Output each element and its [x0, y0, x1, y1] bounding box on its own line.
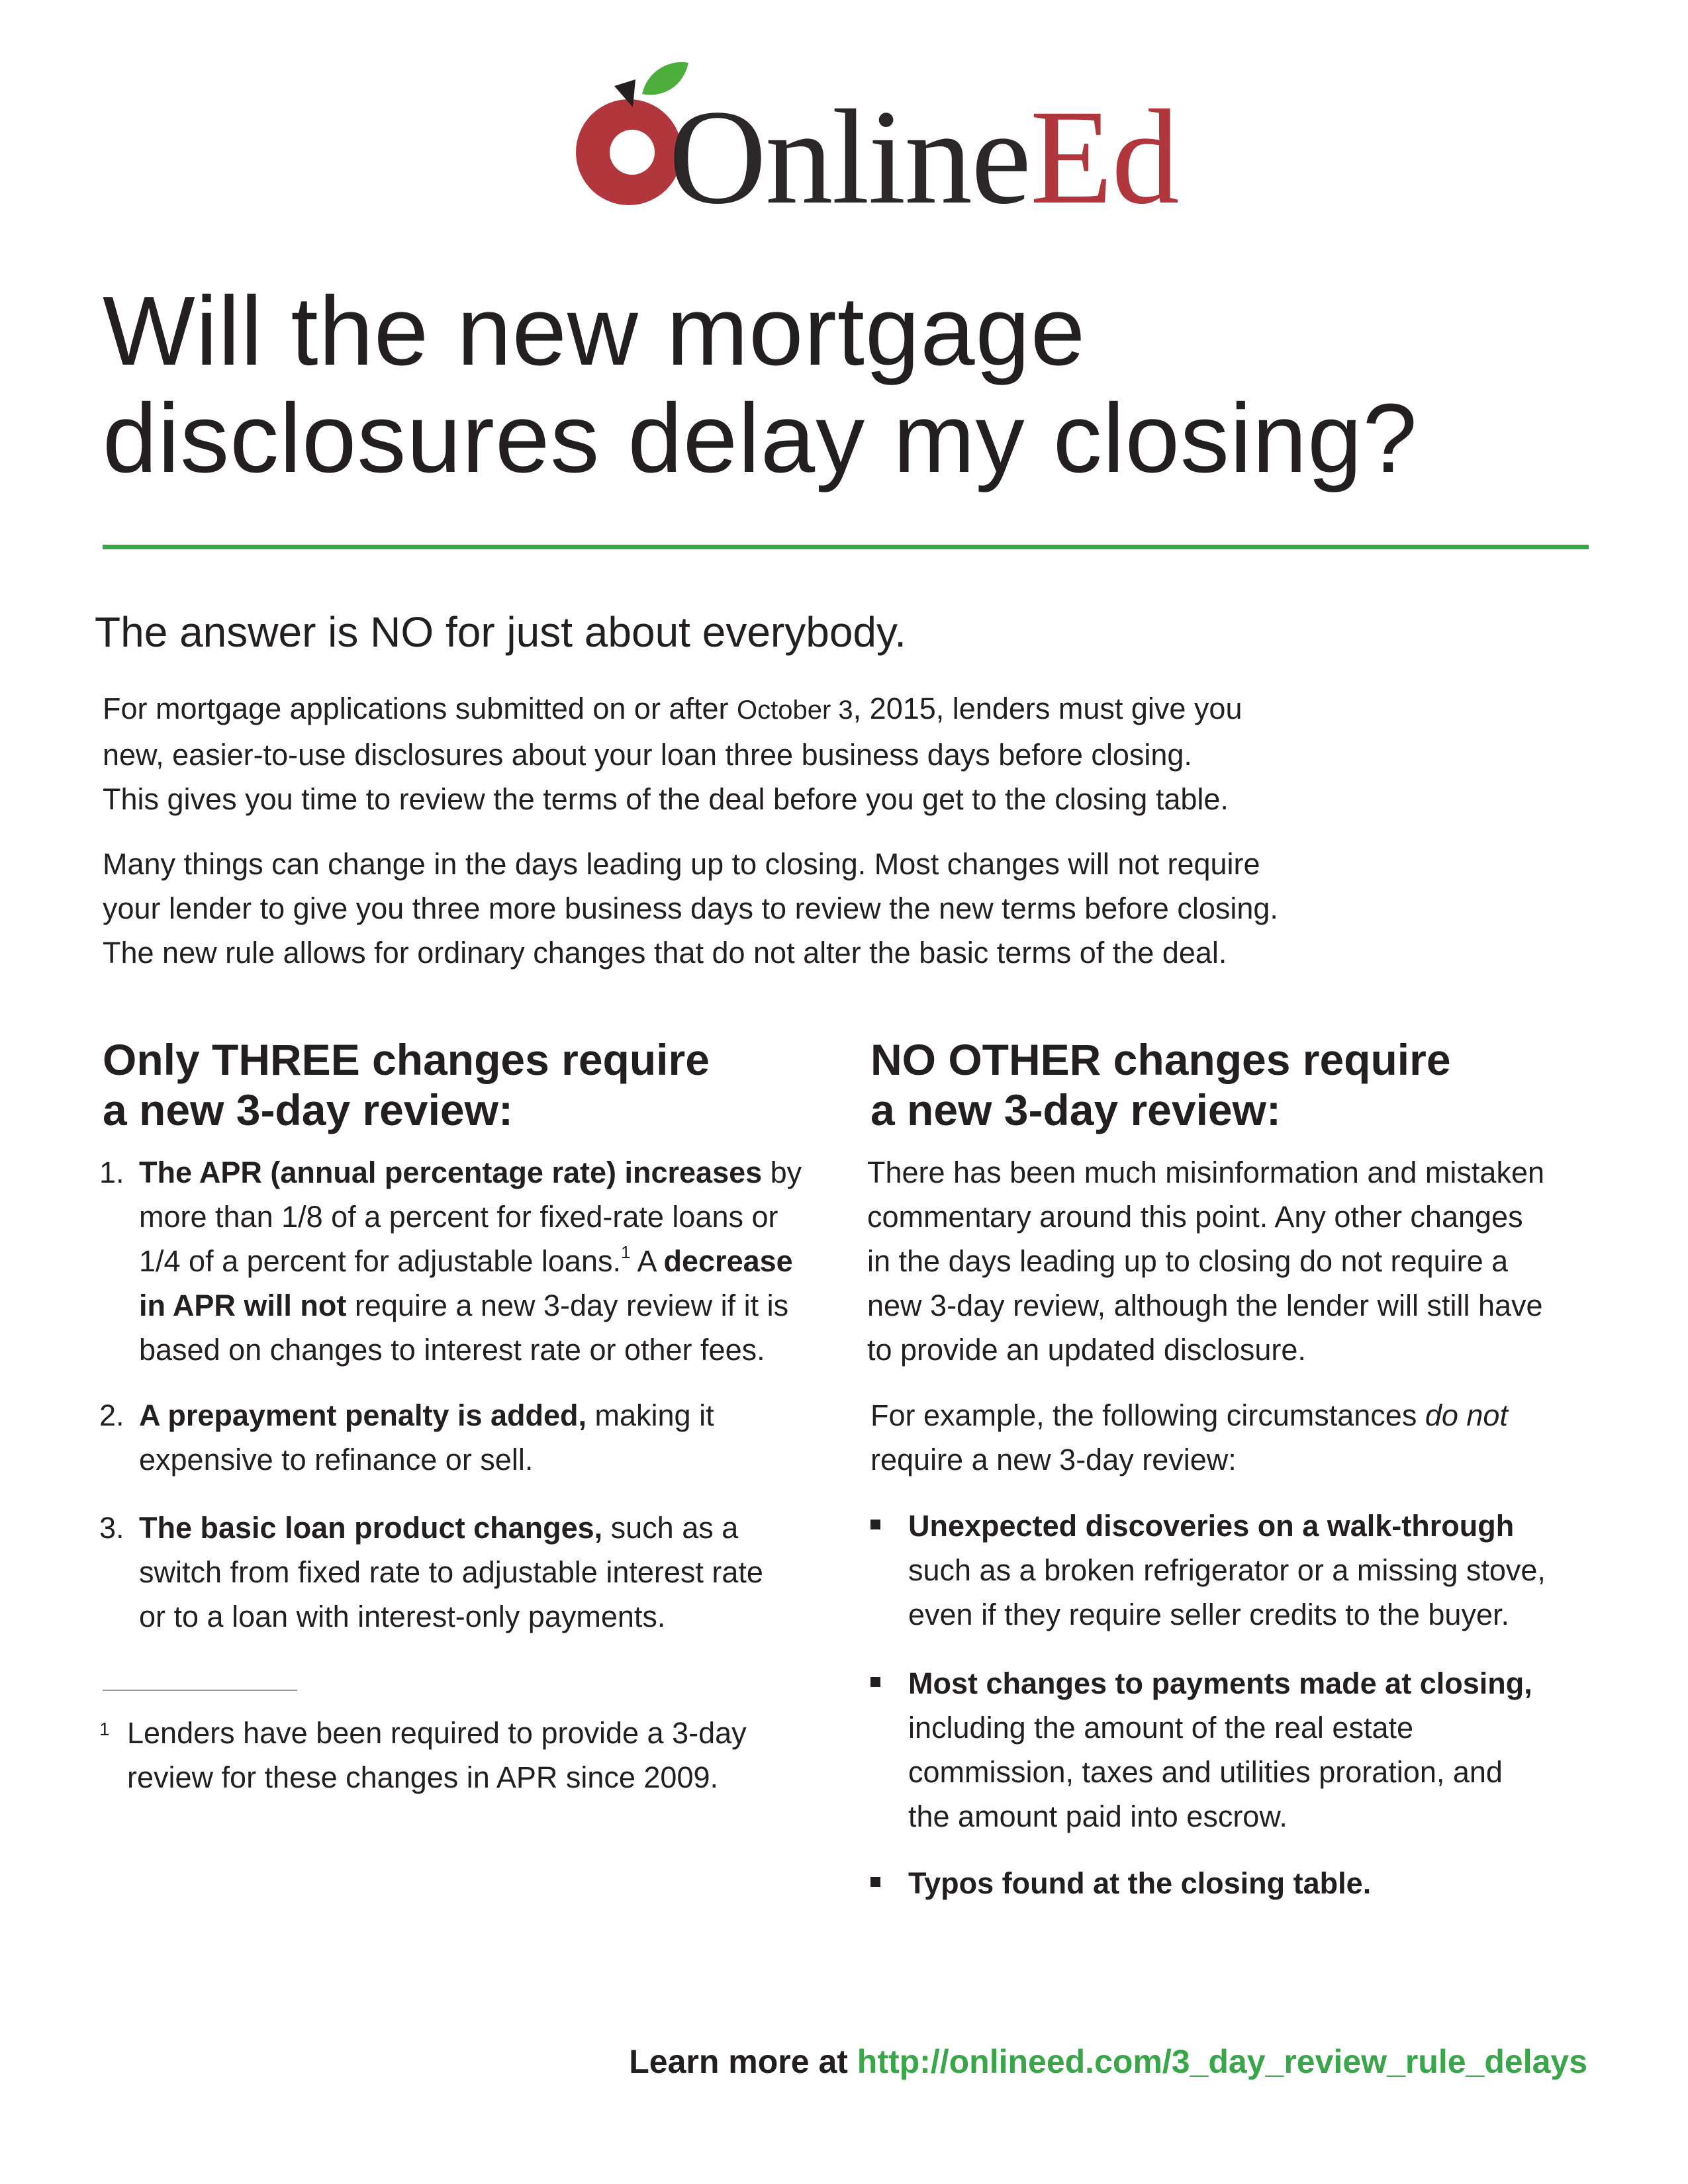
- item1-bold: The APR (annual percentage rate) increases: [139, 1156, 763, 1189]
- bullet1-line3: even if they require seller credits to the buyer.: [908, 1598, 1509, 1631]
- right-p1-line3: in the days leading up to closing do not require a: [867, 1244, 1509, 1278]
- item1-line4-bold: in APR will not: [139, 1289, 347, 1322]
- logo-text-ed: Ed: [1029, 82, 1178, 232]
- title-divider: [103, 545, 1589, 549]
- left-column-heading: [103, 1034, 710, 1135]
- footnote-mark: 1: [99, 1719, 110, 1739]
- left-heading-line1: Only THREE changes require: [103, 1035, 710, 1084]
- bullet2-line2: including the amount of the real estate: [908, 1711, 1414, 1745]
- intro2-line2: your lender to give you three more business days to review the new terms before closing.: [103, 891, 1278, 925]
- logo-wordmark: [669, 82, 1178, 232]
- bullet1-bold: Unexpected discoveries on a walk-through: [908, 1509, 1515, 1543]
- list-number: 2.: [99, 1398, 124, 1432]
- learn-more-label: Learn more at: [629, 2043, 857, 2080]
- item1-line2: more than 1/8 of a percent for fixed-rate loans or: [139, 1200, 778, 1234]
- bullet1-line2: such as a broken refrigerator or a missing stove,: [908, 1553, 1546, 1587]
- right-heading-line2: a new 3-day review:: [870, 1085, 1281, 1134]
- item3-line3: or to a loan with interest-only payments.: [139, 1600, 666, 1633]
- item2-text: making it: [586, 1398, 714, 1432]
- item1-line3-b: A: [630, 1244, 664, 1278]
- right-paragraph-2: [870, 1393, 1605, 1482]
- item3-line2: switch from fixed rate to adjustable interest rate: [139, 1555, 763, 1589]
- item2-line2: expensive to refinance or sell.: [139, 1443, 534, 1477]
- learn-more-link[interactable]: http://onlineed.com/3_day_review_rule_delays: [857, 2043, 1587, 2080]
- footnote-divider: [103, 1690, 297, 1691]
- bullet-square-icon: [870, 1520, 880, 1529]
- right-p1-line2: commentary around this point. Any other changes: [867, 1200, 1523, 1234]
- right-p2-line1: For example, the following circumstances: [870, 1398, 1425, 1432]
- intro2-line3: The new rule allows for ordinary changes that do not alter the basic terms of the deal.: [103, 936, 1227, 970]
- title-line-1: Will the new mortgage: [103, 277, 1086, 386]
- intro1-date: October 3: [737, 696, 853, 725]
- right-p1-line5: to provide an updated disclosure.: [867, 1333, 1306, 1367]
- bullet2-bold: Most changes to payments made at closing,: [908, 1666, 1532, 1700]
- intro-paragraph-1: [103, 686, 1493, 821]
- left-heading-line2: a new 3-day review:: [103, 1085, 513, 1134]
- onlineed-logo: [530, 53, 1178, 232]
- footnote-line1: Lenders have been required to provide a 3-day: [127, 1716, 747, 1750]
- item1-line3-a: 1/4 of a percent for adjustable loans.: [139, 1244, 621, 1278]
- item1-line3-bold: decrease: [663, 1244, 793, 1278]
- intro1-line1-a: For mortgage applications submitted on or after: [103, 692, 737, 725]
- right-p2-italic: do not: [1425, 1398, 1508, 1432]
- item1-text: by: [762, 1156, 802, 1189]
- bullet-square-icon: [870, 1877, 880, 1887]
- right-p1-line1: There has been much misinformation and mistaken: [867, 1156, 1545, 1189]
- bullet2-line3: commission, taxes and utilities proration, and: [908, 1755, 1503, 1789]
- item1-line5: based on changes to interest rate or other fees.: [139, 1333, 765, 1367]
- footnote-line2: review for these changes in APR since 2009.: [127, 1760, 719, 1794]
- bullet3-bold: Typos found at the closing table.: [908, 1866, 1372, 1900]
- bullet-square-icon: [870, 1677, 880, 1687]
- title-line-2: disclosures delay my closing?: [103, 384, 1418, 493]
- intro1-line2: new, easier-to-use disclosures about your loan three business days before closing.: [103, 738, 1192, 772]
- footnote-ref: 1: [620, 1242, 631, 1262]
- logo-text-online: Online: [669, 82, 1030, 232]
- item2-bold: A prepayment penalty is added,: [139, 1398, 587, 1432]
- bullet2-line4: the amount paid into escrow.: [908, 1799, 1288, 1833]
- right-p2-line2: require a new 3-day review:: [870, 1443, 1237, 1477]
- intro-paragraph-2: [103, 842, 1493, 975]
- intro1-line1-b: , 2015, lenders must give you: [853, 692, 1243, 725]
- right-column-heading: [870, 1034, 1451, 1135]
- item1-line4-rest: require a new 3-day review if it is: [346, 1289, 789, 1322]
- intro1-line3: This gives you time to review the terms of the deal before you get to the closing table.: [103, 782, 1229, 816]
- page-title: [103, 278, 1625, 492]
- item3-bold: The basic loan product changes,: [139, 1511, 603, 1545]
- right-heading-line1: NO OTHER changes require: [870, 1035, 1451, 1084]
- list-number: 1.: [99, 1156, 124, 1189]
- right-paragraph-1: [867, 1150, 1602, 1372]
- list-number: 3.: [99, 1511, 124, 1545]
- right-p1-line4: new 3-day review, although the lender will still have: [867, 1289, 1543, 1322]
- item3-text: such as a: [602, 1511, 739, 1545]
- intro2-line1: Many things can change in the days leading up to closing. Most changes will not require: [103, 847, 1260, 881]
- learn-more-line: [629, 2042, 1587, 2081]
- subtitle: The answer is NO for just about everybody.: [95, 608, 907, 656]
